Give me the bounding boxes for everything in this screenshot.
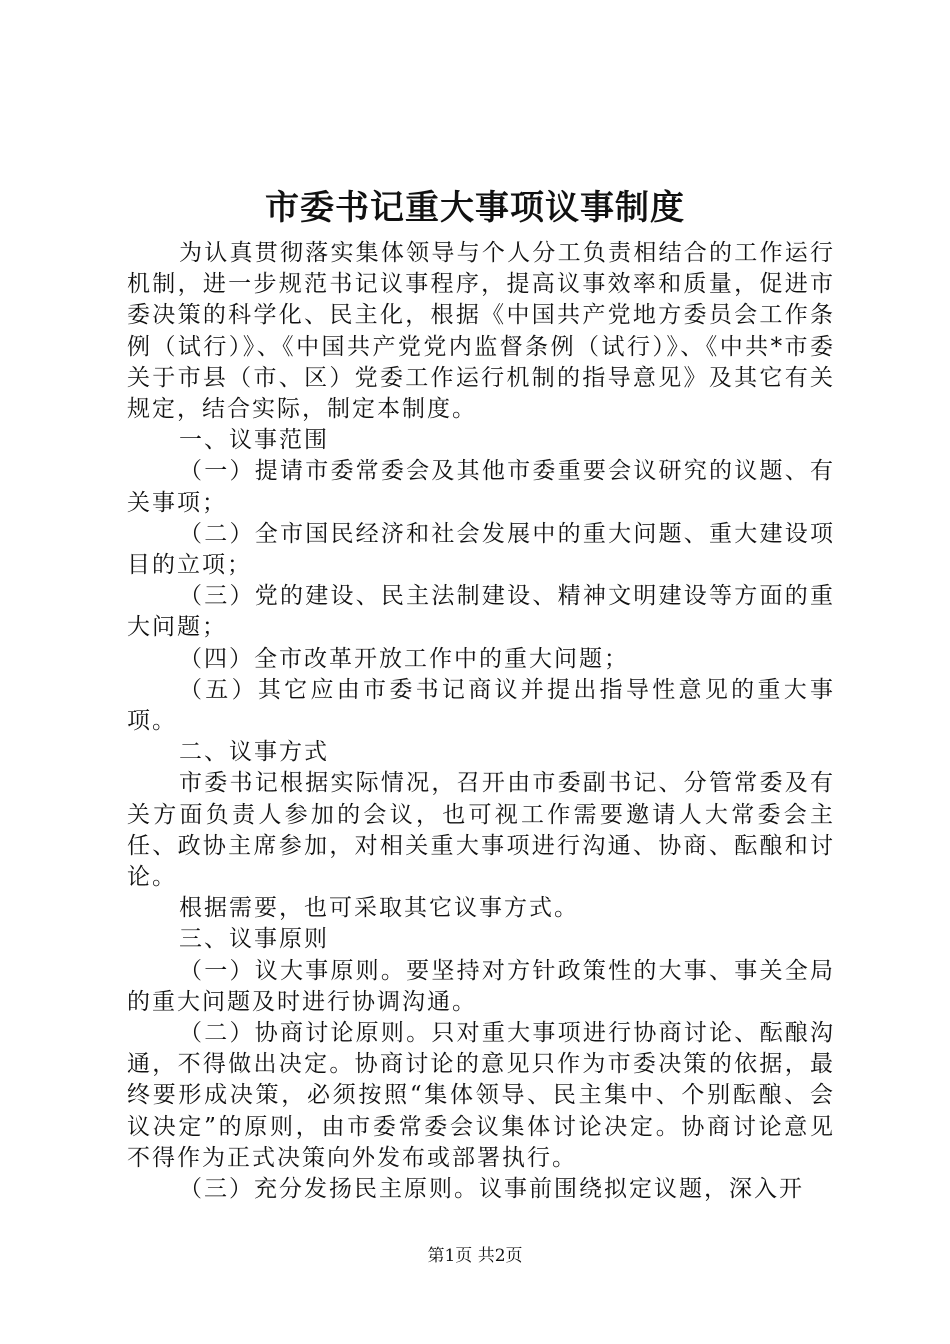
document-title: 市委书记重大事项议事制度 [265,188,685,228]
paragraph-scope-1: （一）提请市委常委会及其他市委重要会议研究的议题、有关事项； [127,458,835,516]
paragraph-principle-1: （一）议大事原则。要坚持对方针政策性的大事、事关全局的重大问题及时进行协调沟通。 [127,957,835,1015]
document-body [127,238,835,1205]
paragraph-principle-2: （二）协商讨论原则。只对重大事项进行协商讨论、酝酿沟通，不得做出决定。协商讨论的意见只作为市委决策的依据，最终要形成决策，必须按照“集体领导、民主集中、个别酝酿、会议决定”的原则，由市委常委会议集体讨论决定。协商讨论意见不得作为正式决策向外发布或部署执行。 [127,1020,835,1171]
paragraph-scope-5: （五）其它应由市委书记商议并提出指导性意见的重大事项。 [127,676,835,735]
section-heading-method: 二、议事方式 [179,739,329,766]
section-heading-scope: 一、议事范围 [179,427,329,454]
page-footer: 第1页 共2页 [427,1246,523,1266]
paragraph-scope-2: （二）全市国民经济和社会发展中的重大问题、重大建设项目的立项； [127,520,835,579]
paragraph-principle-3: （三）充分发扬民主原则。议事前围绕拟定议题，深入开 [179,1176,804,1203]
paragraph-method-1: 市委书记根据实际情况，召开由市委副书记、分管常委及有关方面负责人参加的会议，也可视工作需要邀请人大常委会主任、政协主席参加，对相关重大事项进行沟通、协商、酝酿和讨论。 [127,770,835,891]
section-heading-principles: 三、议事原则 [179,926,329,953]
paragraph-scope-3: （三）党的建设、民主法制建设、精神文明建设等方面的重大问题； [127,583,835,641]
paragraph-intro: 为认真贯彻落实集体领导与个人分工负责相结合的工作运行机制，进一步规范书记议事程序，提高议事效率和质量，促进市委决策的科学化、民主化，根据《中国共产党地方委员会工作条例（试行）》、《中国共产党党内监督条例（试行）》、《中共*市委关于市县（市、区）党委工作运行机制的指导意见》及其它有关规定，结合实际，制定本制度。 [127,240,835,423]
paragraph-scope-4: （四）全市改革开放工作中的重大问题； [179,645,629,672]
paragraph-method-2: 根据需要，也可采取其它议事方式。 [179,895,579,922]
